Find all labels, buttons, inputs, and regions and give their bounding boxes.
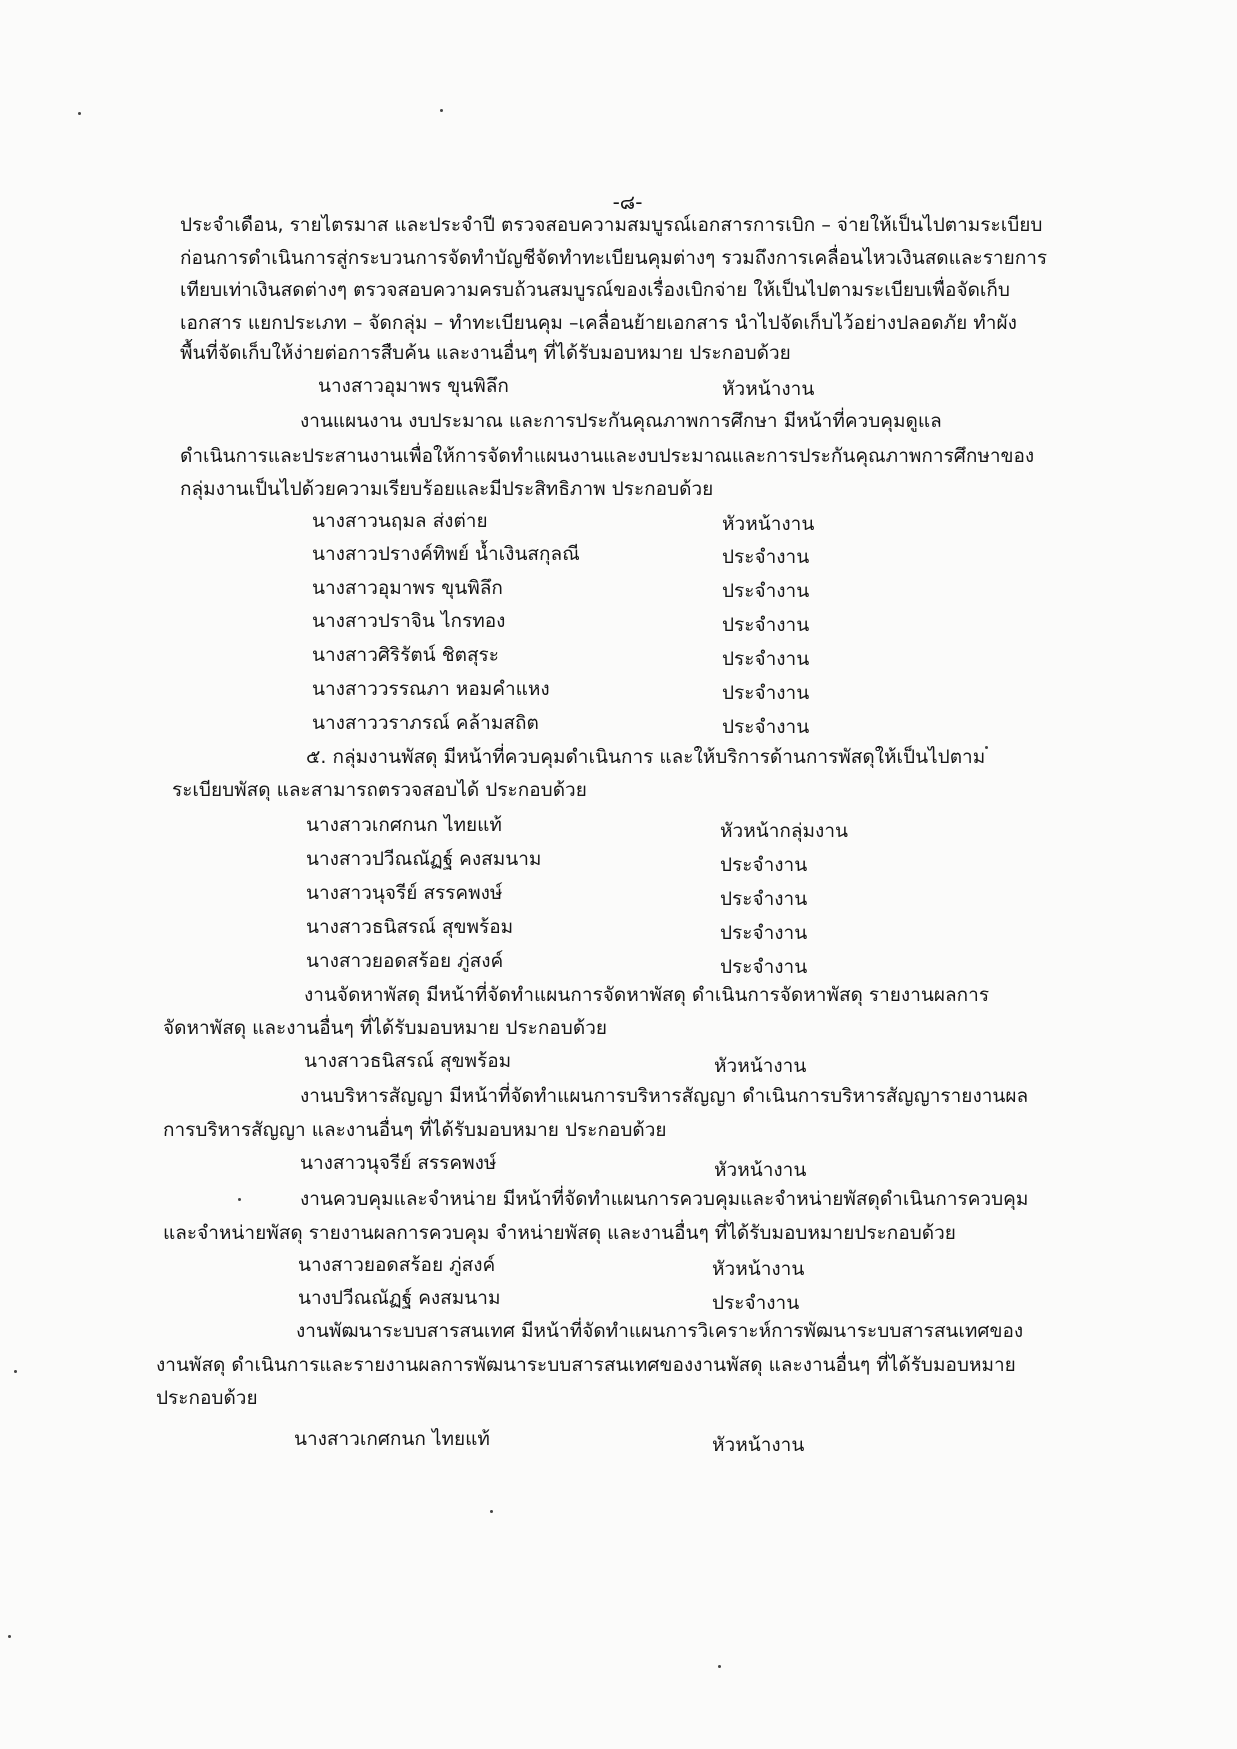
paragraph-line: เทียบเท่าเงินสดต่างๆ ตรวจสอบความครบถ้วนสมบูรณ์ของเรื่องเบิกจ่าย ให้เป็นไปตามระเบียบเพื่อจัดเก็บ [180,279,1010,301]
member-name: นางสาววราภรณ์ คล้ามสถิต [312,712,539,734]
member-name: นางสาวปรางค์ทิพย์ น้ำเงินสกุลณี [312,543,580,565]
member-role: หัวหน้างาน [714,1055,807,1077]
paragraph-line: พื้นที่จัดเก็บให้ง่ายต่อการสืบค้น และงานอื่นๆ ที่ได้รับมอบหมาย ประกอบด้วย [180,342,791,364]
member-role: ประจำงาน [722,716,810,738]
member-role: ประจำงาน [720,956,808,978]
scan-speck [440,109,443,112]
paragraph-line: ดำเนินการและประสานงานเพื่อให้การจัดทำแผนงานและงบประมาณและการประกันคุณภาพการศึกษาของ [180,445,1035,467]
member-role: หัวหน้างาน [722,378,815,400]
member-role: ประจำงาน [712,1292,800,1314]
member-role: ประจำงาน [720,888,808,910]
page-number: -๘- [612,190,643,214]
member-role: ประจำงาน [722,614,810,636]
paragraph-line: ประจำเดือน, รายไตรมาส และประจำปี ตรวจสอบความสมบูรณ์เอกสารการเบิก – จ่ายให้เป็นไปตามระเบียบ [180,214,1043,236]
paragraph-line: และจำหน่ายพัสดุ รายงานผลการควบคุม จำหน่ายพัสดุ และงานอื่นๆ ที่ได้รับมอบหมายประกอบด้วย [163,1222,956,1244]
paragraph-line: กลุ่มงานเป็นไปด้วยความเรียบร้อยและมีประสิทธิภาพ ประกอบด้วย [180,478,714,500]
member-role: ประจำงาน [722,580,810,602]
member-name: นางสาวนุจรีย์ สรรคพงษ์ [306,882,503,904]
member-role: ประจำงาน [722,682,810,704]
member-name: นางสาวยอดสร้อย ภู่สงค์ [298,1254,496,1276]
member-role: ประจำงาน [720,922,808,944]
member-name: นางสาววรรณภา หอมคำแหง [312,678,550,700]
member-name: นางสาวนฤมล ส่งต่าย [312,510,488,532]
member-role: หัวหน้ากลุ่มงาน [720,820,848,842]
member-name: นางสาวยอดสร้อย ภู่สงค์ [306,950,504,972]
section-heading-planning: งานแผนงาน งบประมาณ และการประกันคุณภาพการศึกษา มีหน้าที่ควบคุมดูแล [300,410,942,432]
scan-speck [490,1510,493,1513]
member-role: ประจำงาน [720,854,808,876]
member-role: หัวหน้างาน [712,1434,805,1456]
member-name: นางสาวนุจรีย์ สรรคพงษ์ [300,1152,497,1174]
member-name: นางสาวอุมาพร ขุนพิลึก [318,375,509,397]
paragraph-line: ก่อนการดำเนินการสู่กระบวนการจัดทำบัญชีจัดทำทะเบียนคุมต่างๆ รวมถึงการเคลื่อนไหวเงินสดและรายการ [180,247,1048,269]
paragraph-line: การบริหารสัญญา และงานอื่นๆ ที่ได้รับมอบหมาย ประกอบด้วย [163,1119,667,1141]
paragraph-line: เอกสาร แยกประเภท – จัดกลุ่ม – ทำทะเบียนคุม –เคลื่อนย้ายเอกสาร นำไปจัดเก็บไว้อย่างปลอดภัย ทำผัง [180,312,1017,334]
member-name: นางสาวปราจิน ไกรทอง [312,610,506,632]
member-role: หัวหน้างาน [722,513,815,535]
section-heading-infosystems: งานพัฒนาระบบสารสนเทศ มีหน้าที่จัดทำแผนการวิเคราะห์การพัฒนาระบบสารสนเทศของ [296,1320,1024,1342]
section-heading-sourcing: งานจัดหาพัสดุ มีหน้าที่จัดทำแผนการจัดหาพัสดุ ดำเนินการจัดหาพัสดุ รายงานผลการ [304,984,990,1006]
paragraph-line: งานพัสดุ ดำเนินการและรายงานผลการพัฒนาระบบสารสนเทศของงานพัสดุ และงานอื่นๆ ที่ได้รับมอบหมาย [156,1354,1016,1376]
paragraph-line: ประกอบด้วย [156,1387,258,1409]
scan-speck [78,112,81,115]
member-name: นางปวีณณัฏฐ์ คงสมนาม [298,1287,501,1309]
member-role: หัวหน้างาน [714,1159,807,1181]
scan-speck [8,1635,11,1638]
member-role: หัวหน้างาน [712,1258,805,1280]
member-name: นางสาวธนิสรณ์ สุขพร้อม [304,1050,512,1072]
paragraph-line: จัดหาพัสดุ และงานอื่นๆ ที่ได้รับมอบหมาย ประกอบด้วย [163,1017,607,1039]
scan-speck [238,1198,241,1201]
paragraph-line: ระเบียบพัสดุ และสามารถตรวจสอบได้ ประกอบด้วย [172,779,587,801]
member-role: ประจำงาน [722,648,810,670]
section-heading-control: งานควบคุมและจำหน่าย มีหน้าที่จัดทำแผนการควบคุมและจำหน่ายพัสดุดำเนินการควบคุม [300,1188,1029,1210]
scan-speck [14,1370,17,1373]
scan-speck [718,1665,721,1668]
section-heading-procurement-group: ๕. กลุ่มงานพัสดุ มีหน้าที่ควบคุมดำเนินการ และให้บริการด้านการพัสดุให้เป็นไปตาม [306,746,986,768]
section-heading-contract: งานบริหารสัญญา มีหน้าที่จัดทำแผนการบริหารสัญญา ดำเนินการบริหารสัญญารายงานผล [300,1085,1029,1107]
member-name: นางสาวศิริรัตน์ ชิตสุระ [312,644,499,666]
member-name: นางสาวเกศกนก ไทยแท้ [306,814,502,836]
member-name: นางสาวอุมาพร ขุนพิลึก [312,577,503,599]
scan-speck [985,746,988,749]
member-name: นางสาวปวีณณัฏฐ์ คงสมนาม [306,848,542,870]
member-name: นางสาวเกศกนก ไทยแท้ [294,1428,490,1450]
member-role: ประจำงาน [722,546,810,568]
member-name: นางสาวธนิสรณ์ สุขพร้อม [306,916,514,938]
